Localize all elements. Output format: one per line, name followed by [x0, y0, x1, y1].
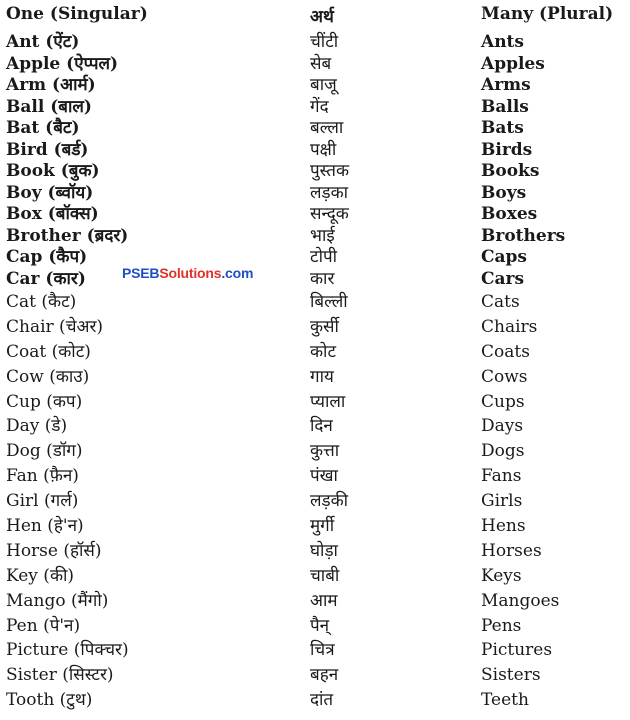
table-row	[0, 340, 630, 365]
cell-meaning: कार	[310, 268, 335, 289]
table-row	[0, 247, 630, 269]
cell-meaning: दिन	[310, 416, 333, 437]
cell-meaning: लड़की	[310, 491, 349, 512]
cell-plural: Ants	[481, 32, 524, 52]
cell-singular: Picture (पिक्चर)	[6, 640, 129, 661]
cell-plural: Dogs	[481, 441, 525, 462]
cell-plural: Horses	[481, 540, 542, 561]
cell-singular: Cap (कैप)	[6, 247, 88, 267]
table-row	[0, 32, 630, 54]
header-plural: Many (Plural)	[481, 4, 614, 24]
watermark-part-3: .com	[221, 265, 254, 281]
cell-singular: Horse (हॉर्स)	[6, 540, 102, 561]
cell-plural: Girls	[481, 491, 523, 512]
cell-meaning: सेब	[310, 53, 332, 74]
table-row	[0, 414, 630, 439]
cell-meaning: घोड़ा	[310, 540, 338, 561]
table-row	[0, 204, 630, 226]
cell-meaning: मुर्गी	[310, 516, 335, 537]
table-row	[0, 54, 630, 76]
cell-plural: Arms	[481, 75, 531, 95]
table-row	[0, 464, 630, 489]
cell-meaning: टोपी	[310, 247, 338, 267]
table-row	[0, 439, 630, 464]
cell-meaning: लड़का	[310, 182, 349, 203]
cell-singular: Bat (बैट)	[6, 118, 80, 138]
cell-singular: Fan (फ़ैन)	[6, 466, 79, 487]
cell-meaning: प्याला	[310, 391, 346, 412]
cell-plural: Boxes	[481, 204, 538, 224]
table-row	[0, 489, 630, 514]
table-row	[0, 589, 630, 614]
cell-meaning: कुर्सी	[310, 316, 339, 337]
cell-singular: Apple (ऐप्पल)	[6, 53, 119, 74]
cell-meaning: पक्षी	[310, 139, 337, 160]
cell-meaning: दांत	[310, 690, 334, 711]
cell-plural: Teeth	[481, 690, 529, 711]
cell-meaning: पुस्तक	[310, 161, 350, 181]
table-row	[0, 614, 630, 639]
cell-plural: Hens	[481, 516, 526, 537]
cell-meaning: कुत्ता	[310, 441, 340, 462]
cell-meaning: बहन	[310, 665, 339, 686]
watermark-part-2: Solutions	[159, 265, 222, 281]
table-row	[0, 75, 630, 97]
cell-meaning: चित्र	[310, 640, 335, 661]
cell-plural: Books	[481, 161, 540, 181]
cell-plural: Apples	[481, 53, 545, 74]
cell-plural: Pens	[481, 615, 522, 636]
cell-singular: Coat (कोट)	[6, 341, 91, 362]
cell-meaning: चाबी	[310, 565, 340, 586]
cell-singular: Dog (डॉग)	[6, 441, 83, 462]
cell-singular: Mango (मैंगो)	[6, 590, 109, 611]
cell-singular: Cat (कैट)	[6, 292, 77, 312]
table-body	[0, 32, 630, 713]
cell-plural: Keys	[481, 565, 522, 586]
cell-plural: Fans	[481, 466, 522, 487]
cell-singular: Cow (काउ)	[6, 366, 90, 387]
cell-singular: Girl (गर्ल)	[6, 491, 79, 512]
watermark	[122, 265, 253, 281]
table-row	[0, 97, 630, 119]
table-row	[0, 118, 630, 140]
cell-plural: Birds	[481, 139, 533, 160]
table-row	[0, 161, 630, 183]
cell-meaning: गेंद	[310, 96, 329, 117]
cell-singular: Chair (चेअर)	[6, 316, 104, 337]
watermark-part-1: PSEB	[122, 265, 160, 281]
table-row	[0, 390, 630, 415]
cell-meaning: सन्दूक	[310, 204, 349, 224]
cell-plural: Cars	[481, 268, 525, 289]
cell-plural: Pictures	[481, 640, 553, 661]
cell-singular: Brother (ब्रदर)	[6, 225, 129, 246]
cell-singular: Pen (पे'न)	[6, 615, 81, 636]
header-meaning: अर्थ	[310, 7, 334, 27]
cell-plural: Mangoes	[481, 590, 560, 611]
cell-meaning: बाजू	[310, 75, 337, 95]
table-row	[0, 539, 630, 564]
cell-singular: Sister (सिस्टर)	[6, 665, 114, 686]
cell-meaning: आम	[310, 590, 338, 611]
cell-plural: Cats	[481, 292, 520, 312]
cell-plural: Coats	[481, 341, 530, 362]
cell-plural: Caps	[481, 247, 528, 267]
cell-plural: Days	[481, 416, 524, 437]
cell-singular: Ant (ऐंट)	[6, 32, 80, 52]
table-row	[0, 315, 630, 340]
cell-meaning: भाई	[310, 225, 335, 246]
cell-plural: Boys	[481, 182, 527, 203]
cell-meaning: कोट	[310, 341, 337, 362]
cell-singular: Car (कार)	[6, 268, 86, 289]
cell-plural: Cups	[481, 391, 525, 412]
table-row	[0, 365, 630, 390]
cell-singular: Ball (बाल)	[6, 96, 92, 117]
cell-meaning: गाय	[310, 366, 334, 387]
table-row	[0, 514, 630, 539]
cell-meaning: पंखा	[310, 466, 338, 487]
header-singular: One (Singular)	[6, 4, 148, 24]
cell-plural: Brothers	[481, 225, 566, 246]
cell-singular: Key (की)	[6, 565, 75, 586]
cell-plural: Bats	[481, 118, 524, 138]
cell-plural: Balls	[481, 96, 529, 117]
table-row	[0, 688, 630, 713]
cell-meaning: बिल्ली	[310, 292, 348, 312]
cell-singular: Cup (कप)	[6, 391, 83, 412]
cell-plural: Sisters	[481, 665, 541, 686]
cell-singular: Boy (ब्वॉय)	[6, 182, 94, 203]
table-row	[0, 564, 630, 589]
table-header	[0, 4, 630, 30]
cell-plural: Cows	[481, 366, 528, 387]
cell-singular: Hen (हे'न)	[6, 516, 84, 537]
cell-singular: Day (डे)	[6, 416, 68, 437]
table-row	[0, 663, 630, 688]
cell-meaning: बल्ला	[310, 118, 344, 138]
table-row	[0, 140, 630, 162]
cell-singular: Tooth (टुथ)	[6, 690, 93, 711]
cell-singular: Box (बॉक्स)	[6, 204, 99, 224]
table-row	[0, 638, 630, 663]
cell-meaning: चींटी	[310, 32, 339, 52]
table-row	[0, 290, 630, 315]
cell-plural: Chairs	[481, 316, 538, 337]
cell-meaning: पैन्	[310, 615, 330, 636]
cell-singular: Book (बुक)	[6, 161, 100, 181]
table-row	[0, 269, 630, 291]
cell-singular: Bird (बर्ड)	[6, 139, 89, 160]
table-row	[0, 226, 630, 248]
table-row	[0, 183, 630, 205]
cell-singular: Arm (आर्म)	[6, 75, 96, 95]
